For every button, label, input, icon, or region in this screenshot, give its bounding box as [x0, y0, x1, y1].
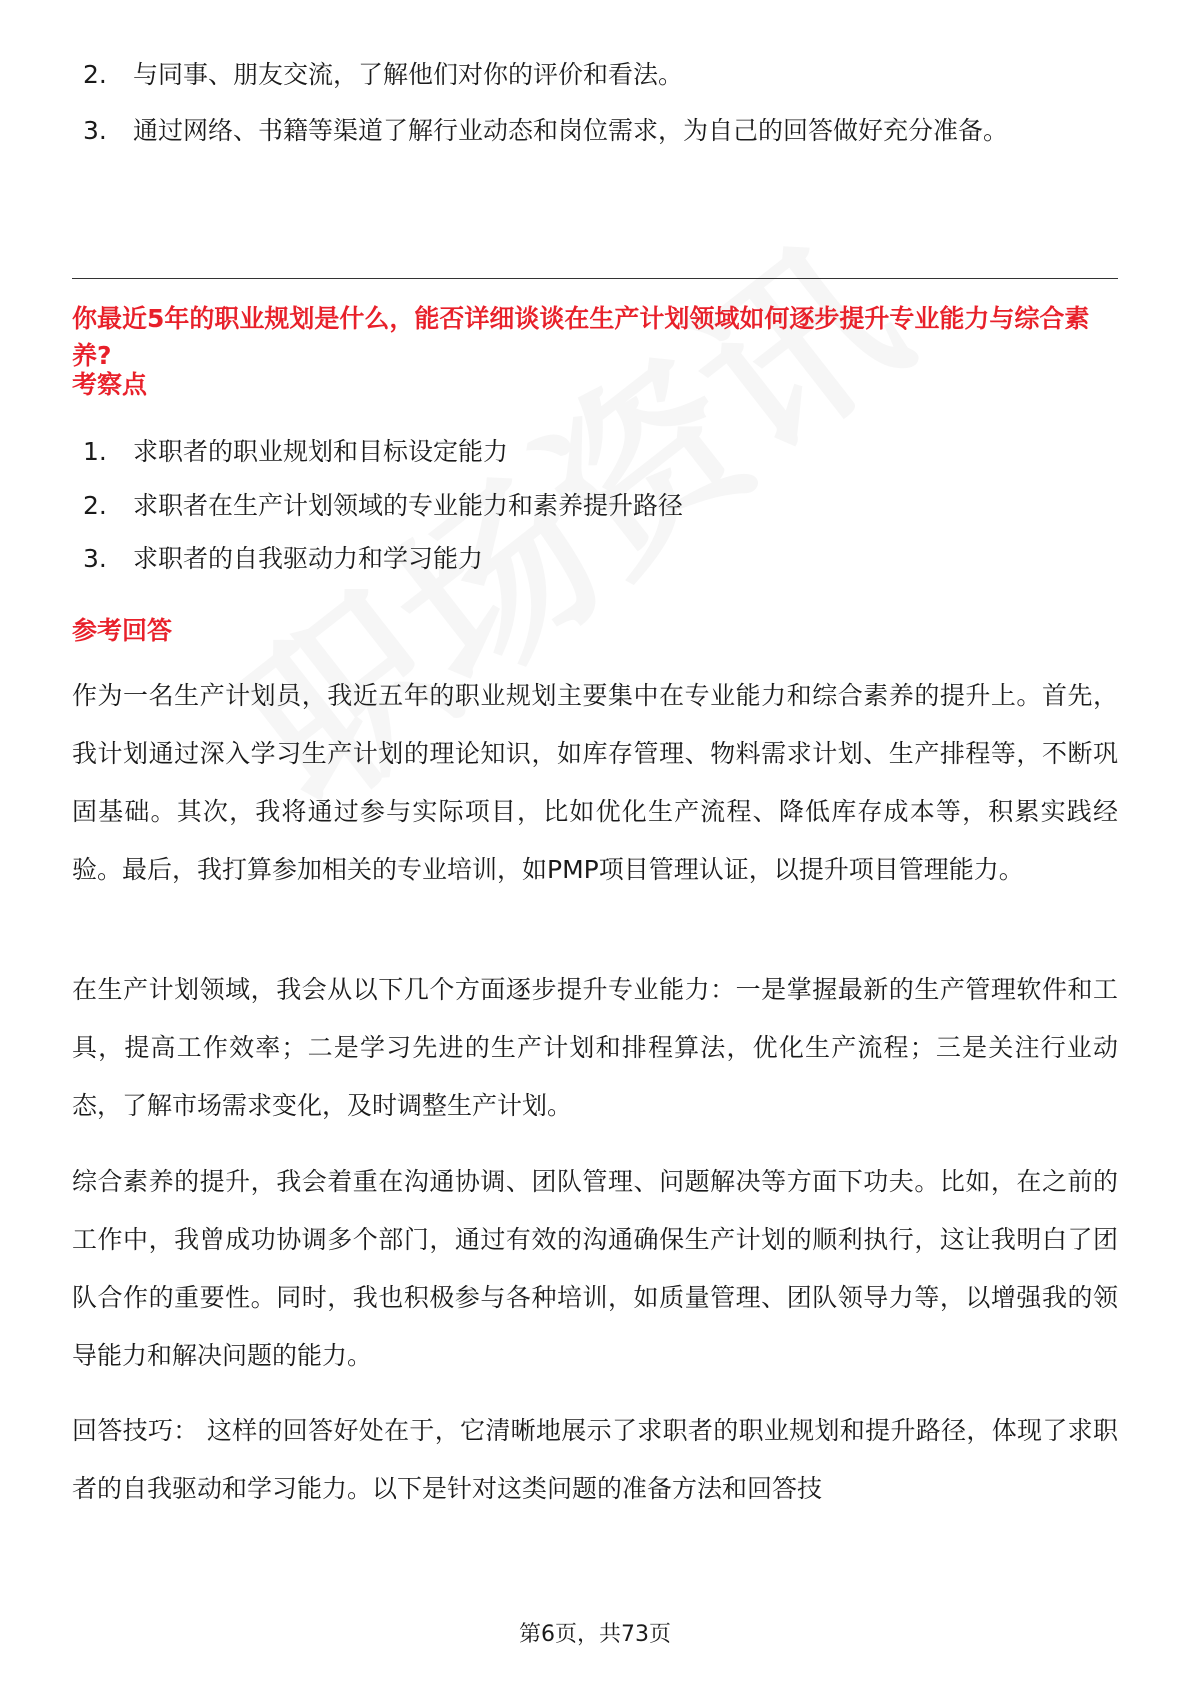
- answer-paragraph: 作为一名生产计划员，我近五年的职业规划主要集中在专业能力和综合素养的提升上。首先，我计划通过深入学习生产计划的理论知识，如库存管理、物料需求计划、生产排程等，不断巩固基础。其次，我将通过参与实际项目，比如优化生产流程、降低库存成本等，积累实践经验。最后，我打算参加相关的专业培训，如PMP项目管理认证，以提升项目管理能力。: [72, 681, 1118, 884]
- list-text: 通过网络、书籍等渠道了解行业动态和岗位需求，为自己的回答做好充分准备。: [133, 116, 1009, 145]
- reference-answer-heading: 参考回答: [72, 616, 173, 645]
- answer-paragraph: 在生产计划领域，我会从以下几个方面逐步提升专业能力：一是掌握最新的生产管理软件和工具，提高工作效率；二是学习先进的生产计划和排程算法，优化生产流程；三是关注行业动态，了解市场需求变化，及时调整生产计划。: [72, 975, 1118, 1120]
- list-text: 求职者在生产计划领域的专业能力和素养提升路径: [133, 491, 684, 520]
- list-item: [83, 104, 1123, 157]
- section-divider: [72, 278, 1118, 279]
- question-heading: 你最近5年的职业规划是什么，能否详细谈谈在生产计划领域如何逐步提升专业能力与综合素养?: [72, 304, 1090, 370]
- answer-tips-paragraph: 回答技巧： 这样的回答好处在于，它清晰地展示了求职者的职业规划和提升路径，体现了求职者的自我驱动和学习能力。以下是针对这类问题的准备方法和回答技: [72, 1416, 1118, 1503]
- list-item: [83, 48, 1123, 101]
- list-number: 2.: [83, 491, 107, 520]
- list-number: 1.: [83, 437, 107, 466]
- list-number: 3.: [83, 544, 107, 573]
- page-number: 第6页，共73页: [519, 1622, 671, 1647]
- answer-paragraph: 综合素养的提升，我会着重在沟通协调、团队管理、问题解决等方面下功夫。比如，在之前的工作中，我曾成功协调多个部门，通过有效的沟通确保生产计划的顺利执行，这让我明白了团队合作的重要性。同时，我也积极参与各种培训，如质量管理、团队领导力等，以增强我的领导能力和解决问题的能力。: [72, 1167, 1118, 1370]
- exam-points-heading: 考察点: [72, 370, 148, 399]
- list-text: 求职者的职业规划和目标设定能力: [133, 437, 509, 466]
- list-number: 3.: [83, 116, 107, 145]
- list-item: [83, 479, 1123, 532]
- list-number: 2.: [83, 60, 107, 89]
- list-text: 求职者的自我驱动力和学习能力: [133, 544, 484, 573]
- list-item: [83, 425, 1123, 478]
- list-item: [83, 532, 1123, 585]
- list-text: 与同事、朋友交流，了解他们对你的评价和看法。: [133, 60, 684, 89]
